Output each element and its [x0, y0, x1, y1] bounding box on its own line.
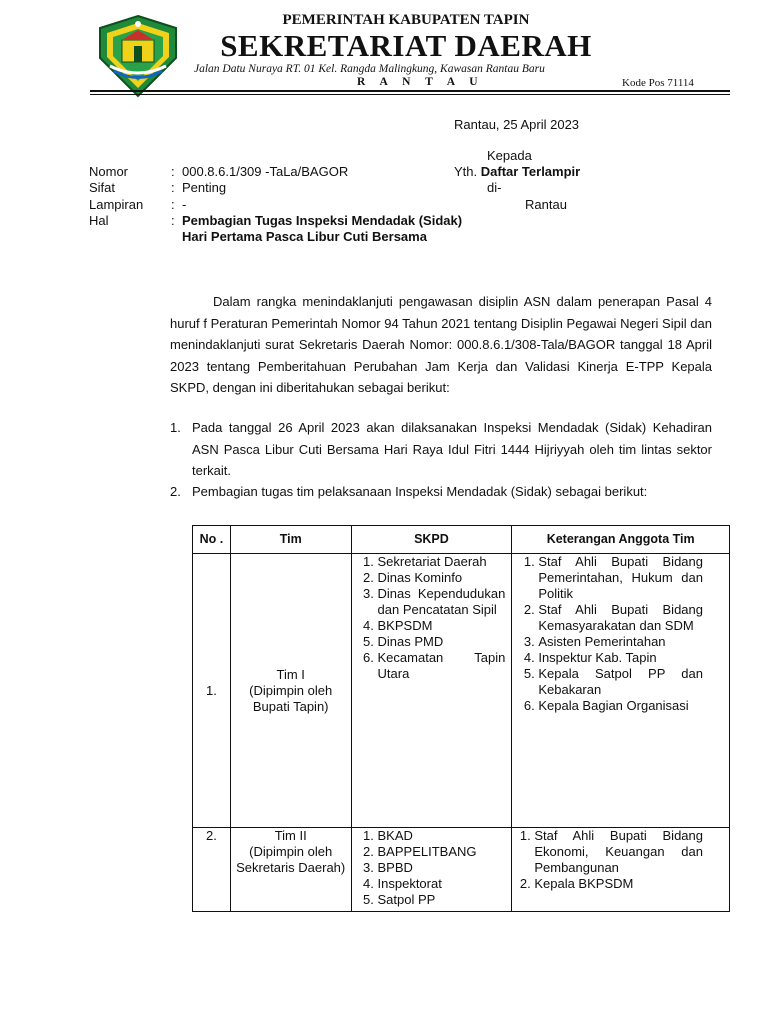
letterhead-office: SEKRETARIAT DAERAH [220, 28, 592, 63]
recipient-place: Rantau [525, 197, 567, 212]
hal-colon: : [171, 213, 175, 228]
nomor-colon: : [171, 164, 175, 179]
table-header-row [193, 526, 730, 554]
letterhead-divider [90, 90, 730, 92]
row-tim-leader: (Dipimpin oleh Sekretaris Daerah) [236, 844, 346, 875]
letterhead-government: PEMERINTAH KABUPATEN TAPIN [282, 12, 530, 28]
list-item-number: 1. [170, 420, 181, 435]
header-tim: Tim [230, 526, 351, 554]
list-item: 2. Dinas Kominfo [378, 570, 506, 586]
recipient-name: Daftar Terlampir [480, 164, 581, 179]
header-keterangan: Keterangan Anggota Tim [512, 526, 730, 554]
sifat-label: Sifat [89, 180, 116, 195]
row-tim [230, 828, 351, 912]
row-keterangan [512, 554, 730, 828]
row-tim-leader: (Dipimpin oleh Bupati Tapin) [249, 682, 333, 714]
row-keterangan [512, 828, 730, 912]
recipient-yth: Yth. [454, 164, 478, 179]
list-item-text: Pembagian tugas tim pelaksanaan Inspeksi Mendadak (Sidak) sebagai berikut: [192, 484, 648, 499]
recipient-di: di- [487, 180, 502, 195]
list-item: 6. Kepala Bagian Organisasi [538, 698, 703, 714]
list-item: 4. BKPSDM [378, 618, 506, 634]
list-item: 3. Asisten Pemerintahan [538, 634, 703, 650]
letterhead-divider-thin [90, 94, 730, 95]
letterhead-address: Jalan Datu Nuraya RT. 01 Kel. Rangda Malingkung, Kawasan Rantau Baru [194, 63, 545, 75]
row-no: 1. [193, 554, 231, 828]
list-item: 3. BPBD [378, 860, 506, 876]
row-no: 2. [193, 828, 231, 912]
member-list [512, 554, 729, 714]
list-item: 4. Inspektur Kab. Tapin [538, 650, 703, 666]
list-item: 4. Inspektorat [378, 876, 506, 892]
list-item: 1. Sekretariat Daerah [378, 554, 506, 570]
tapin-regency-emblem-icon [96, 14, 180, 98]
table-row [193, 828, 730, 912]
list-item-number: 2. [170, 484, 181, 499]
list-item: 5. Dinas PMD [378, 634, 506, 650]
row-tim-name: Tim II [274, 828, 307, 843]
list-item: 2. Kepala BKPSDM [534, 876, 703, 892]
table-row [193, 554, 730, 828]
hal-value-line1: Pembagian Tugas Inspeksi Mendadak (Sidak) [182, 213, 463, 228]
letter-date: Rantau, 25 April 2023 [454, 117, 580, 132]
recipient-block [454, 164, 580, 180]
letterhead-city: R A N T A U [357, 76, 484, 88]
list-item: 5. Satpol PP [378, 892, 506, 908]
list-item [170, 481, 712, 503]
row-tim-name: Tim I [276, 666, 305, 682]
list-item: 5. Kepala Satpol PP dan Kebakaran [538, 666, 703, 698]
lampiran-value: - [182, 197, 187, 212]
list-item: 3. Dinas Kependudukan dan Pencatatan Sipil [378, 586, 506, 618]
header-skpd: SKPD [351, 526, 512, 554]
sifat-value: Penting [182, 180, 227, 195]
row-skpd [351, 828, 512, 912]
row-skpd [351, 554, 512, 828]
intro-paragraph: Dalam rangka menindaklanjuti pengawasan disiplin ASN dalam penerapan Pasal 4 huruf f Peraturan Pemerintah Nomor 94 Tahun 2021 tentang Disiplin Pegawai Negeri Sipil dan menindaklanjuti surat Sekretaris Daerah Nomor: 000.8.6.1/308-Tala/BAGOR tanggal 18 April 2023 tentang Pemberitahuan Perubahan Jam Kerja dan Validasi Kinerja E-TPP Kepala SKPD, dengan ini diberitahukan sebagai berikut: [170, 294, 712, 396]
list-item: 1. Staf Ahli Bupati Bidang Pemerintahan, Hukum dan Politik [538, 554, 703, 602]
list-item-text: Pada tanggal 26 April 2023 akan dilaksanakan Inspeksi Mendadak (Sidak) Kehadiran ASN Pasca Libur Cuti Bersama Hari Raya Idul Fitri 1444 Hijriyyah oleh tim lintas sektor terkait. [192, 420, 712, 479]
list-item: 2. Staf Ahli Bupati Bidang Kemasyarakatan dan SDM [538, 602, 703, 634]
list-item [170, 417, 712, 482]
team-table [192, 525, 730, 912]
list-item: 1. Staf Ahli Bupati Bidang Ekonomi, Keuangan dan Pembangunan [534, 828, 703, 876]
list-item: 1. BKAD [378, 828, 506, 844]
lampiran-label: Lampiran [89, 197, 144, 212]
lampiran-colon: : [171, 197, 175, 212]
hal-label: Hal [89, 213, 109, 228]
list-item: 2. BAPPELITBANG [378, 844, 506, 860]
skpd-list [352, 828, 512, 908]
nomor-value: 000.8.6.1/309 -TaLa/BAGOR [182, 164, 349, 179]
hal-value-line2: Hari Pertama Pasca Libur Cuti Bersama [182, 229, 427, 244]
recipient-kepada: Kepada [487, 148, 532, 163]
letterhead-postal-code: Kode Pos 71114 [622, 77, 694, 89]
header-no: No . [193, 526, 231, 554]
sifat-colon: : [171, 180, 175, 195]
nomor-label: Nomor [89, 164, 129, 179]
member-list [512, 828, 729, 892]
list-item: 6. Kecamatan Tapin Utara [378, 650, 506, 682]
skpd-list [352, 554, 512, 682]
row-tim [230, 554, 351, 828]
